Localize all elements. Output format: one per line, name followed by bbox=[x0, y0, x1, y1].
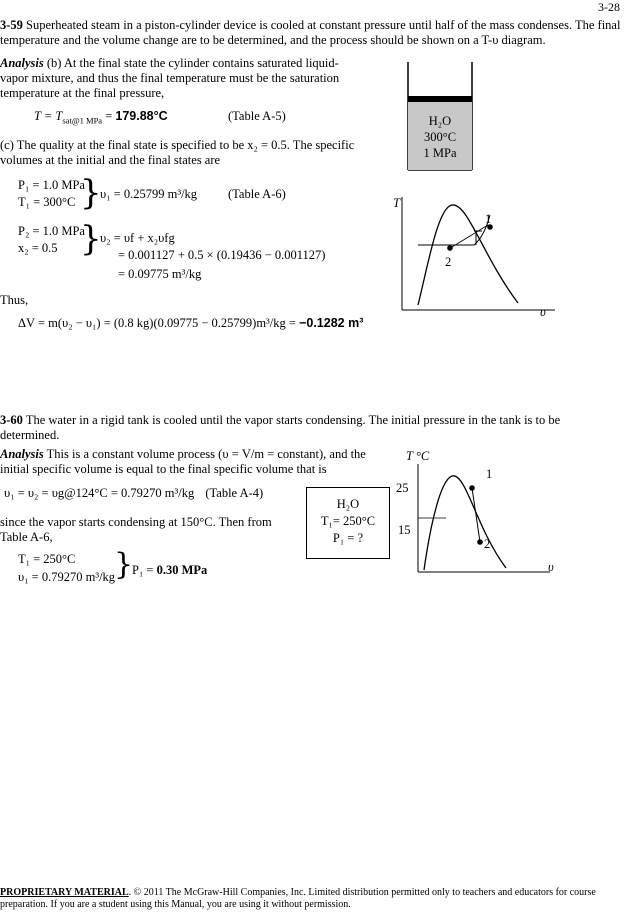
cylinder-labels: H₂O 300°C 1 MPa bbox=[423, 114, 457, 160]
state-label-1: 1 bbox=[486, 467, 493, 481]
specific-volume-equation: υ₁ = υ₂ = υg@124°C = 0.79270 m³/kg (Table A-4) bbox=[4, 486, 264, 500]
brace: } bbox=[80, 219, 102, 259]
footer-label: PROPRIETARY MATERIAL bbox=[0, 887, 129, 898]
rigid-tank-figure: H₂O T₁= 250°C P₁ = ? bbox=[306, 487, 390, 559]
state2-props: P₂ = 1.0 MPa x₂ = 0.5 bbox=[18, 224, 85, 255]
state1-volume: υ₁ = 0.25799 m³/kg bbox=[100, 187, 198, 201]
axis-label-v: υ bbox=[548, 560, 554, 574]
part-c: (c) The quality at the final state is specified to be x₂ = 0.5. The specific volumes at the initial and the final states are bbox=[0, 138, 355, 167]
problem-3-59-intro bbox=[0, 18, 622, 48]
problem-number: 3-60 bbox=[0, 413, 23, 427]
state1-props-3-60: T₁ = 250°C υ₁ = 0.79270 m³/kg bbox=[18, 552, 116, 584]
footer: PROPRIETARY MATERIAL. © 2011 The McGraw-Hill Companies, Inc. Limited distribution permitted only to teachers and educators for course preparation. If you are a student using this Manual, you are using it without permission. bbox=[0, 887, 596, 910]
since-text: since the vapor starts condensing at 150°C. Then from Table A-6, bbox=[0, 515, 272, 544]
analysis-label: Analysis bbox=[0, 56, 44, 70]
analysis-3-60: Analysis This is a constant volume process (υ = V/m = constant), and the initial specific volume is equal to the final specific volume that is bbox=[0, 447, 366, 476]
problem-number: 3-59 bbox=[0, 18, 23, 32]
intro-text: Superheated steam in a piston-cylinder device is cooled at constant pressure until half of the mass condenses. The final bbox=[22, 18, 621, 32]
state-label-2: 2 bbox=[445, 255, 452, 269]
problem-3-60-intro: 3-60 The water in a rigid tank is cooled until the vapor starts condensing. The initial pressure in the tank is to be determined. bbox=[0, 413, 561, 442]
state2-volume: υ₂ = υf + x₂υfg = 0.001127 + 0.5 × (0.19436 − 0.001127) = 0.09775 m³/kg bbox=[100, 231, 326, 281]
tick-label-25: 25 bbox=[396, 481, 409, 495]
intro-text: temperature and the volume change are to be determined, and the process should be shown on a T-υ diagram. bbox=[0, 33, 546, 47]
tsat-equation: $T = T_{sat@1 MPa} = 179.88^\circ C$ bbox=[34, 109, 168, 126]
initial-pressure: 0.30 MPa bbox=[156, 563, 208, 577]
state-label-2: 2 bbox=[484, 537, 491, 551]
state-label-1: 1 bbox=[485, 212, 492, 226]
volume-change-equation: ΔV = m(υ₂ − υ₁) = (0.8 kg)(0.09775 − 0.25799)m³/kg = −0.1282 m³ bbox=[18, 316, 364, 330]
brace: } bbox=[114, 547, 134, 582]
volume-change-result: −0.1282 m³ bbox=[299, 316, 364, 330]
tick-label-15: 15 bbox=[398, 523, 411, 537]
tv-diagram-3-59 bbox=[390, 185, 560, 320]
tv-diagram-3-60 bbox=[410, 458, 560, 583]
state1-props: P₁ = 1.0 MPa T₁ = 300°C bbox=[18, 178, 85, 209]
axis-label-v: υ bbox=[540, 305, 546, 319]
table-ref: (Table A-5) bbox=[228, 109, 286, 123]
axis-label-T: T bbox=[393, 196, 400, 210]
table-ref: (Table A-6) bbox=[228, 187, 286, 201]
analysis-b: Analysis (b) At the final state the cylinder contains saturated liquid- vapor mixture, and thus the final temperature must be the saturation temperature at the final pressure, bbox=[0, 56, 340, 100]
page-number: 3-28 bbox=[598, 0, 620, 14]
brace: } bbox=[80, 173, 102, 213]
axis-label-T-degC: T °C bbox=[406, 449, 430, 463]
pressure-result: P₁ = 0.30 MPa bbox=[132, 563, 208, 577]
analysis-label: Analysis bbox=[0, 447, 44, 461]
final-temperature: 179.88°C bbox=[115, 109, 168, 123]
thus-text: Thus, bbox=[0, 293, 29, 307]
